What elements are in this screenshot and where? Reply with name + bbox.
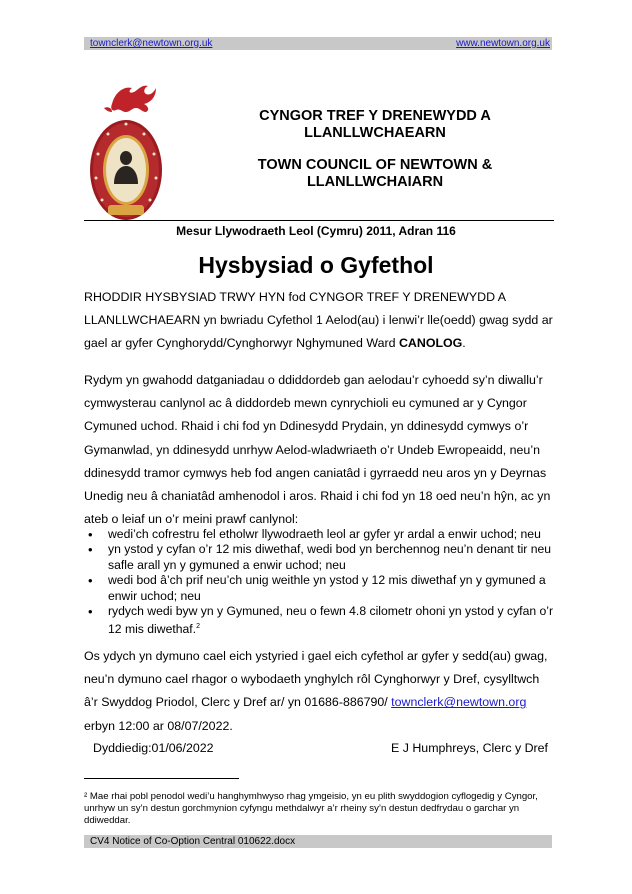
header-website-link[interactable]: www.newtown.org.uk: [456, 38, 550, 49]
notice-paragraph: RHODDIR HYSBYSIAD TRWY HYN fod CYNGOR TREF Y DRENEWYDD A LLANLLWCHAEARN yn bwriadu Cyfethol 1 Aelod(au) i lenwi’r lle(oedd) gwag sydd ar gael ar gyfer Cynghorydd/Cynghorwyr Nghymuned Ward CANOLOG.: [84, 290, 553, 351]
list-item: • yn ystod y cyfan o’r 12 mis diwethaf, wedi bod yn berchennog neu’n denant tir neu safle arall yn y gymuned a enwir uchod; neu: [84, 542, 554, 573]
date-line: Dyddiedig:01/06/2022: [93, 741, 214, 755]
footnote-divider: [84, 778, 239, 779]
list-item: • wedi bod â’ch prif neu’ch unig weithle yn ystod y 12 mis diwethaf yn y gymuned a enwir uchod; neu: [84, 573, 554, 604]
header-bar: [84, 37, 552, 50]
list-item: • wedi’ch cofrestru fel etholwr llywodraeth leol ar gyfer yr ardal a enwir uchod; neu: [84, 527, 554, 542]
footnote-marker: 2: [196, 623, 200, 631]
list-item: • rydych wedi byw yn y Gymuned, neu o fewn 4.8 cilometr ohoni yn ystod y cyfan o’r 12 mis diwethaf.$^2$: [84, 604, 554, 638]
council-title-welsh: CYNGOR TREF Y DRENEWYDD A LLANLLWCHAEARN: [259, 108, 491, 141]
dragon-icon: [104, 86, 156, 112]
signatory: E J Humphreys, Clerc y Dref: [391, 741, 548, 755]
header-email-link[interactable]: townclerk@newtown.org.uk: [90, 38, 213, 49]
footer-filename: CV4 Notice of Co-Option Central 010622.docx: [90, 836, 296, 847]
legislation-reference: Mesur Llywodraeth Leol (Cymru) 2011, Adran 116: [176, 224, 456, 238]
header-divider: [84, 220, 554, 221]
council-crest-logo: [82, 78, 170, 223]
footer-bar: [84, 835, 552, 848]
page-title: Hysbysiad o Gyfethol: [198, 252, 434, 278]
contact-paragraph: Os ydych yn dymuno cael eich ystyried i gael eich cyfethol ar gyfer y sedd(au) gwag, neu’n dymuno cael rhagor o wybodaeth ynghylch rôl Cynghorwyr y Dref, cysylltwch â’r Swyddog Priodol, Clerc y Dref ar/ yn 01686-886790/ townclerk@newtown.org erbyn 12:00 ar 08/07/2022.: [84, 649, 548, 733]
eligibility-paragraph: Rydym yn gwahodd datganiadau o ddiddordeb gan aelodau’r cyhoedd sy’n diwallu’r cymwysterau canlynol ac â diddordeb mewn cynrychioli eu cymuned ar y Cyngor Cymuned uchod. Rhaid i chi fod yn Ddinesydd Prydain, yn ddinesydd cymwys o’r Gymanwlad, yn ddinesydd unrhyw Aelod-wladwriaeth o’r Undeb Ewropeaidd, neu’n ddinesydd tramor cymwys heb fod angen caniatâd i gyrraedd neu aros yn y Deyrnas Unedig neu â chaniatâd amhenodol i aros. Rhaid i chi fod yn 18 oed neu’n hŷn, ac yn ateb o leiaf un o’r meini prawf canlynol:: [84, 373, 551, 527]
footnote: ² Mae rhai pobl penodol wedi’u hanghymhwyso rhag ymgeisio, yn eu plith swyddogion cyflogedig y Cyngor, unrhyw un sy’n destun gorchmynion cyfyngu methdalwyr a’r rheiny sy’n destun dedfrydau o garchar yn ddiweddar.: [84, 791, 538, 826]
criteria-list: [84, 527, 554, 638]
council-title-english: TOWN COUNCIL OF NEWTOWN & LLANLLWCHAIARN: [257, 157, 493, 190]
contact-email-link[interactable]: townclerk@newtown.org: [391, 695, 527, 710]
